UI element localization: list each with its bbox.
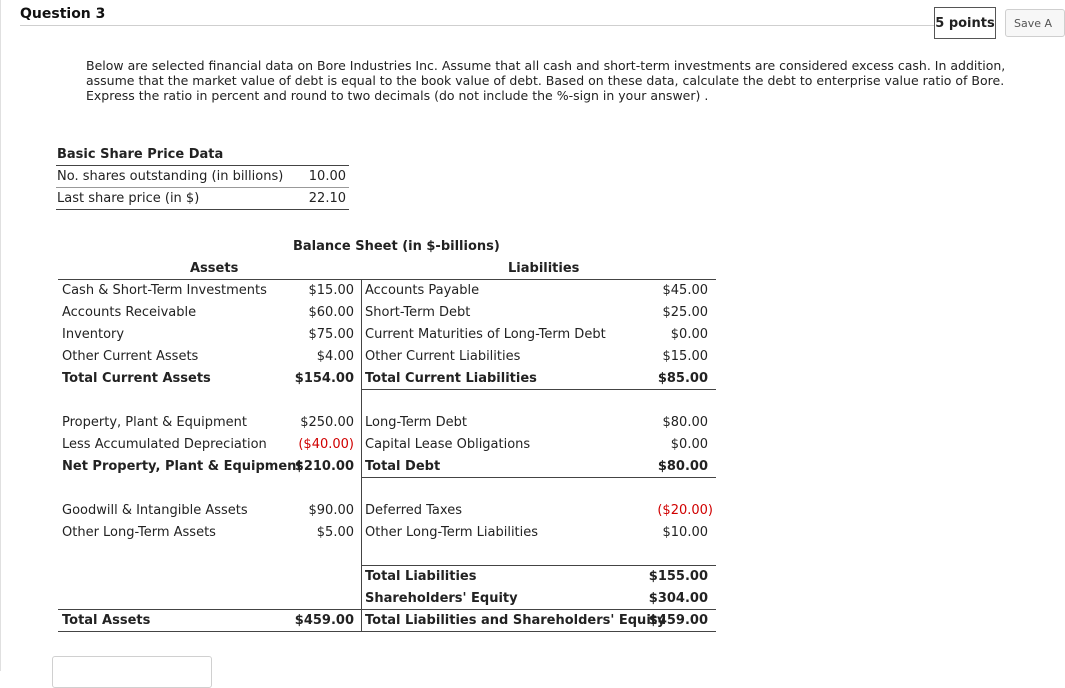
share-row-value: 22.10 (308, 191, 346, 206)
balance-center-divider (361, 280, 362, 632)
balance-rule-bottom (58, 631, 716, 632)
total-liabilities-value: $155.00 (648, 569, 708, 584)
total-liab-equity-label: Total Liabilities and Shareholders' Equity (365, 613, 666, 628)
asset-value: $90.00 (308, 503, 354, 518)
asset-label: Other Current Assets (62, 349, 199, 364)
total-assets-label: Total Assets (62, 613, 151, 628)
liability-value: $0.00 (670, 327, 708, 342)
asset-label: Goodwill & Intangible Assets (62, 503, 248, 518)
liability-label: Other Current Liabilities (365, 349, 521, 364)
share-row-label: Last share price (in $) (57, 191, 200, 206)
liability-label: Other Long-Term Liabilities (365, 525, 539, 540)
answer-input[interactable] (52, 656, 212, 688)
asset-value: $5.00 (316, 525, 354, 540)
asset-value: $60.00 (308, 305, 354, 320)
shareholders-equity-value: $304.00 (648, 591, 708, 606)
liability-label: Accounts Payable (365, 283, 480, 298)
question-prompt: Below are selected financial data on Bore Industries Inc. Assume that all cash and short-term investments are considered excess cash. In addition, assume that the market value of debt is equal to the book value of debt. Based on these data, calculate the debt to enterprise value ratio of Bore. Express the ratio in percent and round to two decimals (do not include the %-sign in your answer) . (86, 58, 1006, 103)
points-badge: 5 points (934, 7, 996, 39)
liability-total-value: $85.00 (657, 371, 708, 386)
save-answer-button[interactable]: Save A (1005, 9, 1065, 37)
asset-value: $250.00 (300, 415, 354, 430)
asset-total-value: $154.00 (294, 371, 354, 386)
liability-total-label: Total Current Liabilities (365, 371, 537, 386)
liability-value: $10.00 (662, 525, 708, 540)
liability-label: Short-Term Debt (365, 305, 471, 320)
current-liabilities-rule (362, 389, 716, 390)
liability-subtotal-label: Total Debt (365, 459, 441, 474)
question-title: Question 3 (20, 6, 106, 22)
total-liab-equity-value: $459.00 (648, 613, 708, 628)
asset-value-negative: ($40.00) (298, 437, 354, 452)
liability-value: $15.00 (662, 349, 708, 364)
asset-value: $75.00 (308, 327, 354, 342)
liability-value: $0.00 (670, 437, 708, 452)
liability-label: Long-Term Debt (365, 415, 467, 430)
liability-label: Current Maturities of Long-Term Debt (365, 327, 606, 342)
liability-label: Capital Lease Obligations (365, 437, 531, 452)
liability-label: Deferred Taxes (365, 503, 462, 518)
liability-value: $25.00 (662, 305, 708, 320)
asset-label: Other Long-Term Assets (62, 525, 216, 540)
liability-value-negative: ($20.00) (657, 503, 713, 518)
asset-label: Inventory (62, 327, 125, 342)
asset-label: Property, Plant & Equipment (62, 415, 247, 430)
total-assets-value: $459.00 (294, 613, 354, 628)
shareholders-equity-label: Shareholders' Equity (365, 591, 518, 606)
asset-subtotal-label: Net Property, Plant & Equipment (62, 459, 303, 474)
share-table-title: Basic Share Price Data (57, 147, 224, 162)
share-row-value: 10.00 (308, 169, 346, 184)
liabilities-header: Liabilities (508, 261, 580, 276)
liability-subtotal-value: $80.00 (657, 459, 708, 474)
share-row-label: No. shares outstanding (in billions) (57, 169, 284, 184)
balance-sheet-title: Balance Sheet (in $-billions) (293, 239, 500, 254)
asset-label: Less Accumulated Depreciation (62, 437, 267, 452)
asset-label: Accounts Receivable (62, 305, 197, 320)
asset-value: $4.00 (316, 349, 354, 364)
asset-label: Cash & Short-Term Investments (62, 283, 267, 298)
asset-total-label: Total Current Assets (62, 371, 211, 386)
assets-header: Assets (190, 261, 239, 276)
total-debt-rule (362, 477, 716, 478)
total-liabilities-label: Total Liabilities (365, 569, 477, 584)
liability-value: $45.00 (662, 283, 708, 298)
asset-value: $15.00 (308, 283, 354, 298)
asset-subtotal-value: $210.00 (294, 459, 354, 474)
liability-value: $80.00 (662, 415, 708, 430)
